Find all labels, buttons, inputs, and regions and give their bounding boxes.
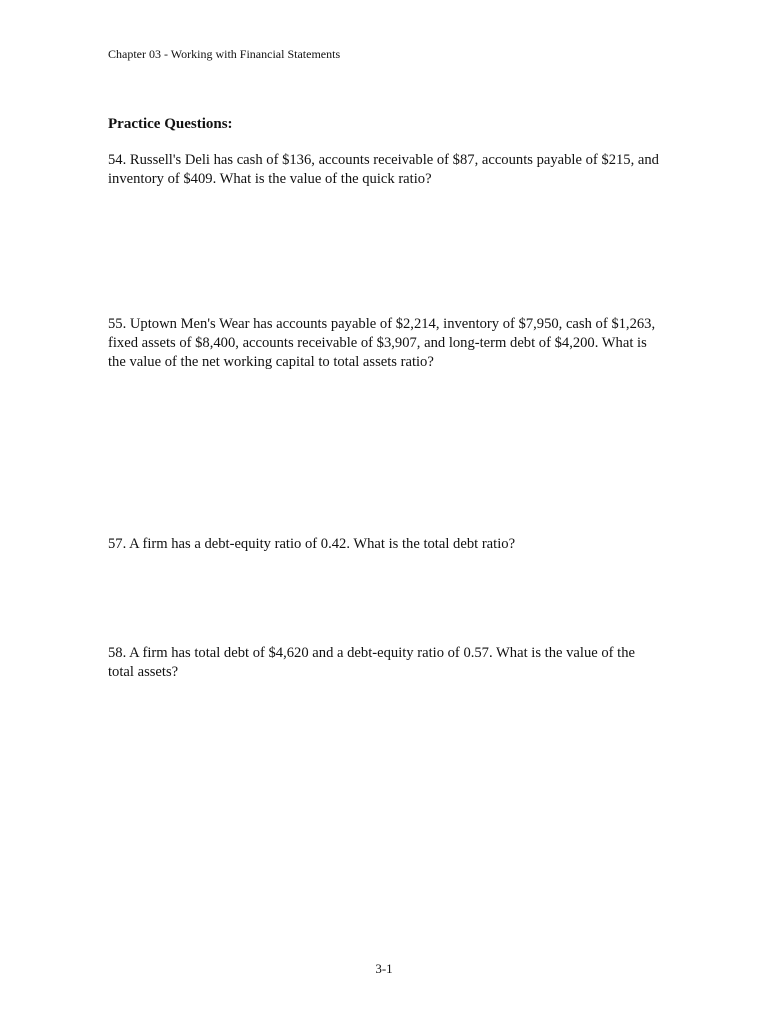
question-55 bbox=[108, 315, 688, 372]
section-title: Practice Questions: bbox=[108, 116, 233, 132]
question-57 bbox=[108, 535, 688, 554]
question-line: 58. A firm has total debt of $4,620 and a debt-equity ratio of 0.57. What is the value of the bbox=[108, 645, 636, 661]
question-line: inventory of $409. What is the value of the quick ratio? bbox=[108, 171, 432, 187]
page-number: 3-1 bbox=[375, 961, 393, 976]
question-54 bbox=[108, 151, 688, 189]
question-line: the value of the net working capital to total assets ratio? bbox=[108, 354, 434, 370]
running-header: Chapter 03 - Working with Financial Statements bbox=[108, 47, 341, 61]
question-line: fixed assets of $8,400, accounts receivable of $3,907, and long-term debt of $4,200. What is bbox=[108, 335, 647, 351]
question-line: 55. Uptown Men's Wear has accounts payable of $2,214, inventory of $7,950, cash of $1,263, bbox=[108, 316, 656, 332]
question-line: 54. Russell's Deli has cash of $136, accounts receivable of $87, accounts payable of $215, and bbox=[108, 152, 659, 168]
question-58 bbox=[108, 644, 688, 682]
question-line: total assets? bbox=[108, 664, 179, 680]
question-line: 57. A firm has a debt-equity ratio of 0.42. What is the total debt ratio? bbox=[108, 536, 516, 552]
